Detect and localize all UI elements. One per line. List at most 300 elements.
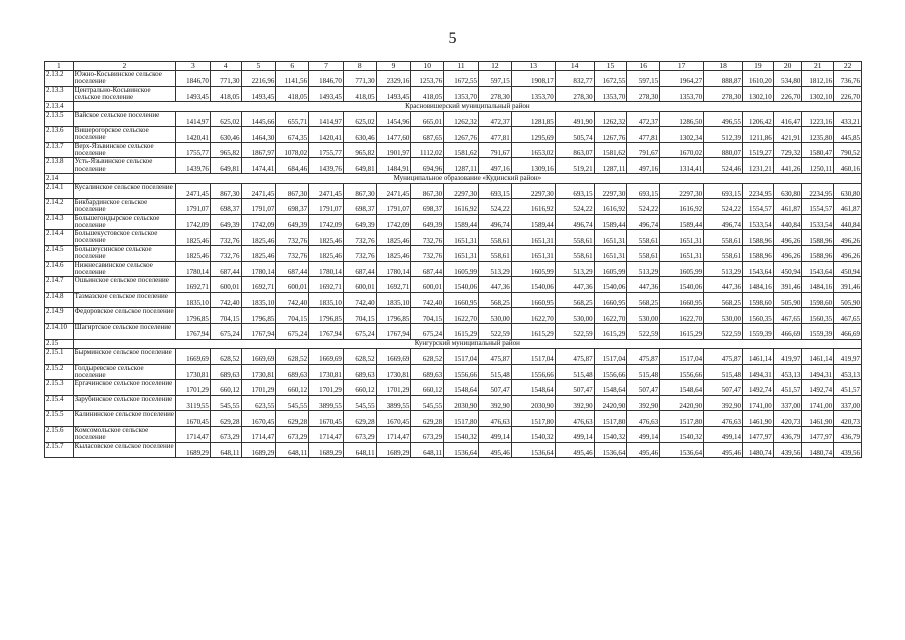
value-cell: 1540,32 — [594, 426, 627, 442]
value-cell: 392,90 — [478, 395, 511, 411]
value-cell: 1548,64 — [594, 380, 627, 396]
value-cell: 545,55 — [276, 395, 309, 411]
value-cell: 1835,10 — [309, 292, 344, 308]
value-cell: 1492,74 — [802, 380, 834, 396]
value-cell: 507,47 — [478, 380, 511, 396]
value-cell: 1560,35 — [743, 308, 774, 324]
value-cell: 1730,81 — [376, 364, 411, 380]
value-cell: 965,82 — [210, 142, 241, 158]
value-cell: 1867,97 — [241, 142, 276, 158]
column-number: 6 — [276, 62, 309, 71]
value-cell: 278,30 — [627, 86, 660, 102]
value-cell: 1615,29 — [511, 323, 555, 339]
value-cell: 1796,85 — [241, 308, 276, 324]
value-cell: 1622,70 — [660, 308, 704, 324]
value-cell: 1780,14 — [176, 261, 211, 277]
settlement-name: Южно-Косьвинское сельское поселение — [73, 71, 175, 87]
value-cell: 1791,07 — [241, 199, 276, 215]
value-cell: 476,63 — [627, 411, 660, 427]
value-cell: 1112,02 — [411, 142, 444, 158]
value-cell: 1825,46 — [176, 245, 211, 261]
value-cell: 491,90 — [555, 111, 594, 127]
value-cell: 732,76 — [411, 245, 444, 261]
table-row — [45, 230, 862, 246]
value-cell: 687,65 — [411, 127, 444, 143]
value-cell: 1701,29 — [241, 380, 276, 396]
value-cell: 507,47 — [704, 380, 743, 396]
value-cell: 278,30 — [704, 86, 743, 102]
settlement-name: Ошьинское сельское поселение — [73, 277, 175, 293]
value-cell: 450,94 — [834, 261, 862, 277]
value-cell: 1353,70 — [511, 86, 555, 102]
value-cell: 687,44 — [343, 261, 376, 277]
value-cell: 2420,90 — [594, 395, 627, 411]
value-cell: 447,36 — [478, 277, 511, 293]
value-cell: 1540,32 — [660, 426, 704, 442]
value-cell: 684,46 — [276, 158, 309, 174]
value-cell: 628,52 — [276, 349, 309, 365]
value-cell: 1767,94 — [309, 323, 344, 339]
header-row — [45, 62, 862, 71]
value-cell: 1543,64 — [802, 261, 834, 277]
value-cell: 512,39 — [704, 127, 743, 143]
column-number: 17 — [660, 62, 704, 71]
settlement-name: Ергачинское сельское поселение — [73, 380, 175, 396]
value-cell: 461,87 — [773, 199, 802, 215]
row-code: 2.13.6 — [45, 127, 74, 143]
value-cell: 1714,47 — [376, 426, 411, 442]
value-cell: 1605,99 — [594, 261, 627, 277]
value-cell: 2297,30 — [594, 183, 627, 199]
value-cell: 791,67 — [478, 142, 511, 158]
value-cell: 1672,55 — [444, 71, 479, 87]
row-code: 2.15.3 — [45, 380, 74, 396]
value-cell: 630,80 — [834, 183, 862, 199]
value-cell: 1353,70 — [444, 86, 479, 102]
value-cell: 742,40 — [343, 292, 376, 308]
value-cell: 476,63 — [704, 411, 743, 427]
table-row — [45, 323, 862, 339]
value-cell: 1669,69 — [241, 349, 276, 365]
column-number: 9 — [376, 62, 411, 71]
value-cell: 445,85 — [834, 127, 862, 143]
value-cell: 1835,10 — [176, 292, 211, 308]
row-code: 2.14.3 — [45, 214, 74, 230]
value-cell: 467,65 — [834, 308, 862, 324]
value-cell: 421,91 — [773, 127, 802, 143]
value-cell: 530,00 — [704, 308, 743, 324]
value-cell: 519,21 — [555, 158, 594, 174]
value-cell: 1302,10 — [802, 86, 834, 102]
value-cell: 1689,29 — [176, 442, 211, 458]
value-cell: 1267,76 — [594, 127, 627, 143]
value-cell: 1651,31 — [594, 245, 627, 261]
value-cell: 496,74 — [704, 214, 743, 230]
value-cell: 2471,45 — [309, 183, 344, 199]
value-cell: 698,37 — [210, 199, 241, 215]
value-cell: 477,81 — [478, 127, 511, 143]
value-cell: 867,30 — [343, 183, 376, 199]
value-cell: 568,25 — [704, 292, 743, 308]
value-cell: 1540,06 — [594, 277, 627, 293]
value-cell: 1589,44 — [594, 214, 627, 230]
value-cell: 771,30 — [343, 71, 376, 87]
value-cell: 1588,96 — [743, 230, 774, 246]
value-cell: 418,05 — [210, 86, 241, 102]
value-cell: 1287,11 — [594, 158, 627, 174]
value-cell: 467,65 — [773, 308, 802, 324]
column-number: 21 — [802, 62, 834, 71]
value-cell: 1439,76 — [176, 158, 211, 174]
value-cell: 1692,71 — [376, 277, 411, 293]
value-cell: 1651,31 — [511, 230, 555, 246]
value-cell: 1589,44 — [444, 214, 479, 230]
value-cell: 1494,31 — [743, 364, 774, 380]
value-cell: 600,01 — [210, 277, 241, 293]
value-cell: 1791,07 — [376, 199, 411, 215]
value-cell: 629,28 — [210, 411, 241, 427]
value-cell: 466,69 — [773, 323, 802, 339]
value-cell: 1701,29 — [376, 380, 411, 396]
value-cell: 1589,44 — [511, 214, 555, 230]
value-cell: 693,15 — [478, 183, 511, 199]
value-cell: 1901,97 — [376, 142, 411, 158]
row-code: 2.15 — [45, 339, 74, 349]
value-cell: 476,63 — [478, 411, 511, 427]
value-cell: 530,00 — [627, 308, 660, 324]
value-cell: 1559,39 — [743, 323, 774, 339]
value-cell: 524,22 — [627, 199, 660, 215]
row-code: 2.15.5 — [45, 411, 74, 427]
value-cell: 515,48 — [627, 364, 660, 380]
value-cell: 507,47 — [555, 380, 594, 396]
value-cell: 1741,00 — [743, 395, 774, 411]
value-cell: 558,61 — [627, 245, 660, 261]
value-cell: 1517,80 — [444, 411, 479, 427]
value-cell: 447,36 — [555, 277, 594, 293]
value-cell: 732,76 — [210, 245, 241, 261]
value-cell: 623,55 — [241, 395, 276, 411]
row-code: 2.14.9 — [45, 308, 74, 324]
value-cell: 1692,71 — [241, 277, 276, 293]
table-row — [45, 214, 862, 230]
value-cell: 2234,95 — [743, 183, 774, 199]
value-cell: 1692,71 — [176, 277, 211, 293]
value-cell: 1598,60 — [802, 292, 834, 308]
value-cell: 1461,14 — [743, 349, 774, 365]
value-cell: 689,63 — [210, 364, 241, 380]
value-cell: 660,12 — [411, 380, 444, 396]
row-code: 2.13.7 — [45, 142, 74, 158]
value-cell: 1314,41 — [660, 158, 704, 174]
value-cell: 450,94 — [773, 261, 802, 277]
value-cell: 1517,80 — [594, 411, 627, 427]
value-cell: 660,12 — [343, 380, 376, 396]
value-cell: 1493,45 — [309, 86, 344, 102]
value-cell: 496,74 — [555, 214, 594, 230]
value-cell: 522,59 — [555, 323, 594, 339]
settlement-name: Бикбардинское сельское поселение — [73, 199, 175, 215]
table-body — [45, 62, 862, 458]
value-cell: 2030,90 — [444, 395, 479, 411]
row-code: 2.14.7 — [45, 277, 74, 293]
table-row — [45, 364, 862, 380]
value-cell: 1742,09 — [309, 214, 344, 230]
value-cell: 507,47 — [627, 380, 660, 396]
value-cell: 226,70 — [773, 86, 802, 102]
value-cell: 496,26 — [834, 245, 862, 261]
value-cell: 558,61 — [555, 245, 594, 261]
value-cell: 1540,06 — [444, 277, 479, 293]
row-code: 2.14.2 — [45, 199, 74, 215]
value-cell: 1825,46 — [376, 230, 411, 246]
value-cell: 1141,56 — [276, 71, 309, 87]
value-cell: 1262,32 — [444, 111, 479, 127]
value-cell: 704,15 — [343, 308, 376, 324]
value-cell: 1755,77 — [309, 142, 344, 158]
value-cell: 496,55 — [704, 111, 743, 127]
value-cell: 1533,54 — [743, 214, 774, 230]
value-cell: 1302,10 — [743, 86, 774, 102]
value-cell: 1588,96 — [802, 230, 834, 246]
value-cell: 1670,45 — [309, 411, 344, 427]
value-cell: 1309,16 — [511, 158, 555, 174]
value-cell: 522,59 — [627, 323, 660, 339]
value-cell: 625,02 — [343, 111, 376, 127]
value-cell: 732,76 — [343, 245, 376, 261]
value-cell: 742,40 — [276, 292, 309, 308]
value-cell: 1689,29 — [309, 442, 344, 458]
value-cell: 630,46 — [343, 127, 376, 143]
value-cell: 436,79 — [834, 426, 862, 442]
table-row — [45, 127, 862, 143]
settlement-name: Зарубинское сельское поселение — [73, 395, 175, 411]
value-cell: 420,73 — [773, 411, 802, 427]
value-cell: 1964,27 — [660, 71, 704, 87]
section-row — [45, 174, 862, 184]
value-cell: 475,87 — [704, 349, 743, 365]
value-cell: 1791,07 — [176, 199, 211, 215]
value-cell: 545,55 — [210, 395, 241, 411]
value-cell: 513,29 — [627, 261, 660, 277]
value-cell: 1730,81 — [309, 364, 344, 380]
settlement-name: Калининское сельское поселение — [73, 411, 175, 427]
value-cell: 495,46 — [478, 442, 511, 458]
value-cell: 1253,76 — [411, 71, 444, 87]
value-cell: 1605,99 — [660, 261, 704, 277]
value-cell: 649,39 — [276, 214, 309, 230]
value-cell: 1908,17 — [511, 71, 555, 87]
row-code: 2.14.4 — [45, 230, 74, 246]
column-number: 3 — [176, 62, 211, 71]
value-cell: 698,37 — [343, 199, 376, 215]
value-cell: 694,96 — [411, 158, 444, 174]
section-title: Красновишерский муниципальный район — [73, 102, 861, 112]
value-cell: 629,28 — [276, 411, 309, 427]
section-title: Кунгурский муниципальный район — [73, 339, 861, 349]
row-code: 2.15.7 — [45, 442, 74, 458]
value-cell: 1286,50 — [660, 111, 704, 127]
value-cell: 337,00 — [834, 395, 862, 411]
value-cell: 1651,31 — [660, 230, 704, 246]
value-cell: 497,16 — [627, 158, 660, 174]
value-cell: 1235,80 — [802, 127, 834, 143]
value-cell: 1767,94 — [241, 323, 276, 339]
value-cell: 1078,02 — [276, 142, 309, 158]
value-cell: 495,46 — [627, 442, 660, 458]
value-cell: 1262,32 — [594, 111, 627, 127]
value-cell: 1493,45 — [376, 86, 411, 102]
value-cell: 2471,45 — [176, 183, 211, 199]
value-cell: 495,46 — [555, 442, 594, 458]
settlement-name: Верх-Язьвинское сельское поселение — [73, 142, 175, 158]
value-cell: 1474,41 — [241, 158, 276, 174]
column-number: 12 — [478, 62, 511, 71]
value-cell: 648,11 — [411, 442, 444, 458]
row-code: 2.14.1 — [45, 183, 74, 199]
value-cell: 675,24 — [210, 323, 241, 339]
value-cell: 433,21 — [834, 111, 862, 127]
row-code: 2.15.6 — [45, 426, 74, 442]
value-cell: 965,82 — [343, 142, 376, 158]
value-cell: 1796,85 — [376, 308, 411, 324]
value-cell: 1692,71 — [309, 277, 344, 293]
value-cell: 1651,31 — [660, 245, 704, 261]
value-cell: 441,26 — [773, 158, 802, 174]
value-cell: 674,35 — [276, 127, 309, 143]
value-cell: 477,81 — [627, 127, 660, 143]
settlement-name: Кыласовское сельское поселение — [73, 442, 175, 458]
value-cell: 1651,31 — [511, 245, 555, 261]
value-cell: 1653,02 — [511, 142, 555, 158]
value-cell: 698,37 — [276, 199, 309, 215]
value-cell: 392,90 — [627, 395, 660, 411]
value-cell: 1825,46 — [241, 230, 276, 246]
value-cell: 1554,57 — [743, 199, 774, 215]
value-cell: 1622,70 — [594, 308, 627, 324]
row-code: 2.13.3 — [45, 86, 74, 102]
value-cell: 558,61 — [704, 245, 743, 261]
value-cell: 3899,55 — [376, 395, 411, 411]
value-cell: 515,48 — [478, 364, 511, 380]
column-number: 2 — [73, 62, 175, 71]
value-cell: 499,14 — [627, 426, 660, 442]
value-cell: 545,55 — [343, 395, 376, 411]
value-cell: 687,44 — [210, 261, 241, 277]
value-cell: 698,37 — [411, 199, 444, 215]
value-cell: 1287,11 — [444, 158, 479, 174]
value-cell: 660,12 — [210, 380, 241, 396]
value-cell: 496,26 — [834, 230, 862, 246]
value-cell: 392,90 — [704, 395, 743, 411]
value-cell: 649,81 — [210, 158, 241, 174]
value-cell: 1420,41 — [176, 127, 211, 143]
value-cell: 1846,70 — [309, 71, 344, 87]
value-cell: 867,30 — [411, 183, 444, 199]
value-cell: 1461,90 — [743, 411, 774, 427]
value-cell: 2471,45 — [376, 183, 411, 199]
value-cell: 499,14 — [704, 426, 743, 442]
value-cell: 1796,85 — [176, 308, 211, 324]
value-cell: 649,39 — [343, 214, 376, 230]
value-cell: 888,87 — [704, 71, 743, 87]
value-cell: 1780,14 — [376, 261, 411, 277]
value-cell: 1588,96 — [743, 245, 774, 261]
value-cell: 1660,95 — [594, 292, 627, 308]
section-title: Муниципальное образование «Кудинский район» — [73, 174, 861, 184]
value-cell: 495,46 — [704, 442, 743, 458]
value-cell: 1477,60 — [376, 127, 411, 143]
value-cell: 689,63 — [276, 364, 309, 380]
value-cell: 1281,85 — [511, 111, 555, 127]
value-cell: 1540,06 — [660, 277, 704, 293]
value-cell: 1730,81 — [241, 364, 276, 380]
value-cell: 1517,04 — [444, 349, 479, 365]
value-cell: 1701,29 — [309, 380, 344, 396]
value-cell: 790,52 — [834, 142, 862, 158]
value-cell: 1536,64 — [594, 442, 627, 458]
value-cell: 568,25 — [478, 292, 511, 308]
value-cell: 472,37 — [478, 111, 511, 127]
value-cell: 1742,09 — [376, 214, 411, 230]
value-cell: 1670,45 — [241, 411, 276, 427]
value-cell: 600,01 — [276, 277, 309, 293]
value-cell: 729,32 — [773, 142, 802, 158]
value-cell: 1477,97 — [743, 426, 774, 442]
value-cell: 1353,70 — [660, 86, 704, 102]
value-cell: 558,61 — [555, 230, 594, 246]
value-cell: 499,14 — [555, 426, 594, 442]
settlement-name: Голдыревское сельское поселение — [73, 364, 175, 380]
value-cell: 1454,96 — [376, 111, 411, 127]
settlement-name: Бырминское сельское поселение — [73, 349, 175, 365]
value-cell: 1477,97 — [802, 426, 834, 442]
value-cell: 1616,92 — [511, 199, 555, 215]
column-number: 20 — [773, 62, 802, 71]
value-cell: 2471,45 — [241, 183, 276, 199]
value-cell: 1615,29 — [660, 323, 704, 339]
value-cell: 1580,47 — [802, 142, 834, 158]
value-cell: 1536,64 — [444, 442, 479, 458]
value-cell: 1714,47 — [176, 426, 211, 442]
value-cell: 1812,16 — [802, 71, 834, 87]
value-cell: 2234,95 — [802, 183, 834, 199]
column-number: 22 — [834, 62, 862, 71]
value-cell: 1295,69 — [511, 127, 555, 143]
value-cell: 1660,95 — [511, 292, 555, 308]
value-cell: 1461,14 — [802, 349, 834, 365]
column-number: 5 — [241, 62, 276, 71]
value-cell: 791,67 — [627, 142, 660, 158]
value-cell: 628,52 — [411, 349, 444, 365]
value-cell: 649,39 — [411, 214, 444, 230]
value-cell: 524,22 — [704, 199, 743, 215]
value-cell: 1835,10 — [376, 292, 411, 308]
value-cell: 732,76 — [411, 230, 444, 246]
row-code: 2.15.4 — [45, 395, 74, 411]
value-cell: 1825,46 — [309, 230, 344, 246]
value-cell: 1540,32 — [444, 426, 479, 442]
value-cell: 1536,64 — [660, 442, 704, 458]
value-cell: 226,70 — [834, 86, 862, 102]
column-number: 19 — [743, 62, 774, 71]
value-cell: 453,13 — [773, 364, 802, 380]
settlement-name: Тазмазское сельское поселение — [73, 292, 175, 308]
value-cell: 2297,30 — [444, 183, 479, 199]
column-number: 18 — [704, 62, 743, 71]
row-code: 2.14.6 — [45, 261, 74, 277]
value-cell: 530,00 — [555, 308, 594, 324]
